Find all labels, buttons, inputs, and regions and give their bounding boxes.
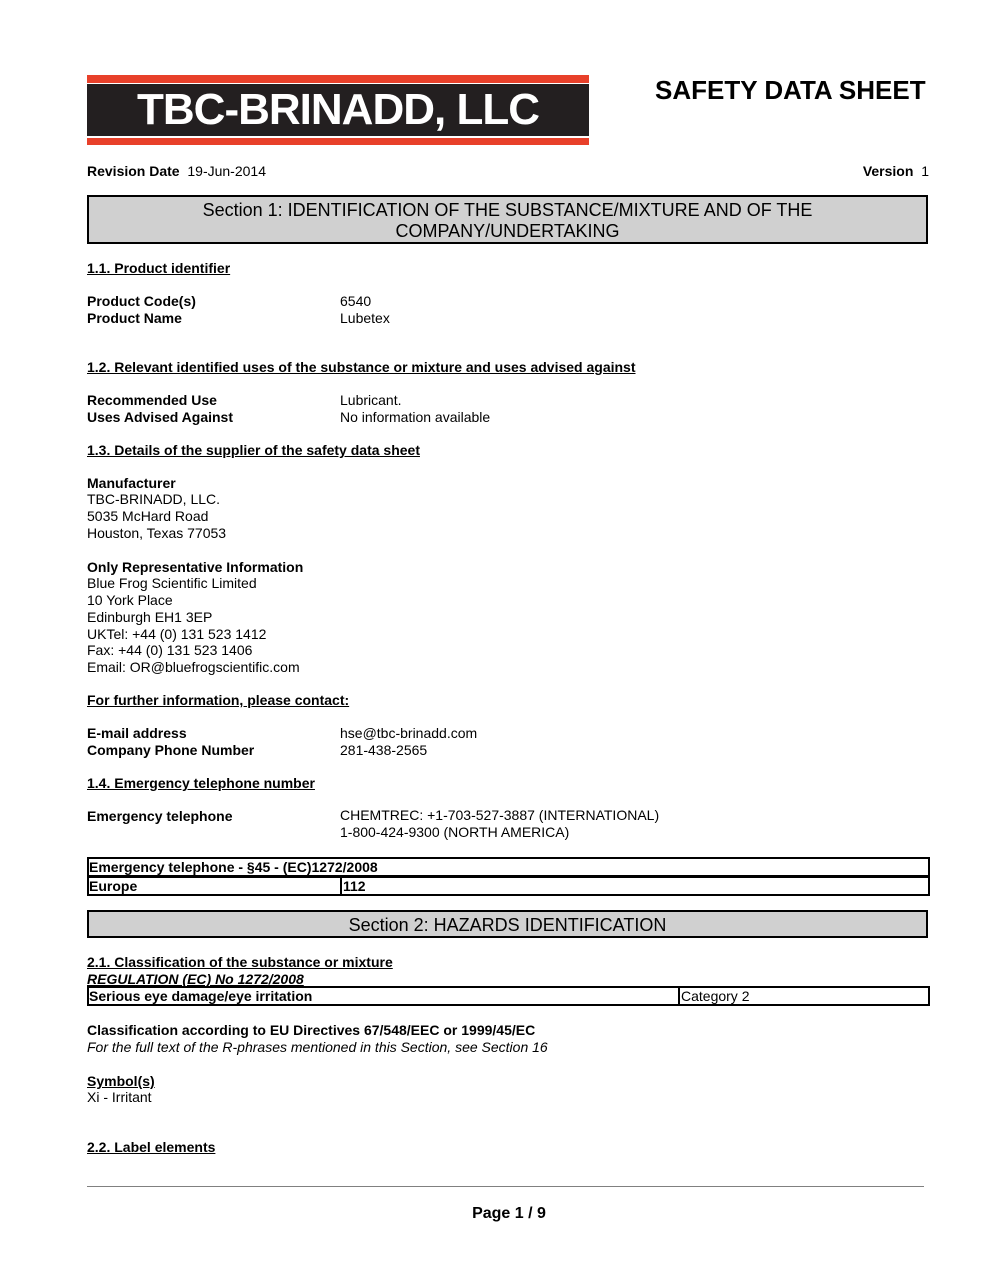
emergency-table-row: [87, 876, 930, 896]
only-rep-line: UKTel: +44 (0) 131 523 1412: [87, 626, 267, 642]
page-number: Page 1 / 9: [472, 1205, 546, 1222]
recommended-use-label: Recommended Use: [87, 392, 217, 408]
eu-directives-heading: Classification according to EU Directives 67/548/EEC or 1999/45/EC: [87, 1022, 536, 1038]
only-rep-line: 10 York Place: [87, 592, 173, 608]
emergency-table-region: Europe: [89, 878, 138, 894]
heading-1-1: 1.1. Product identifier: [87, 260, 231, 276]
version: [863, 163, 929, 179]
product-code-label: Product Code(s): [87, 293, 196, 309]
recommended-use-value: Lubricant.: [340, 392, 402, 408]
heading-2-1: 2.1. Classification of the substance or mixture: [87, 954, 393, 970]
hazard-class-name: Serious eye damage/eye irritation: [89, 988, 313, 1004]
section1-title-line1: Section 1: IDENTIFICATION OF THE SUBSTANCE/MIXTURE AND OF THE: [202, 200, 813, 220]
emergency-telephone-value-1: CHEMTREC: +1-703-527-3887 (INTERNATIONAL): [340, 807, 660, 823]
only-rep-line: Blue Frog Scientific Limited: [87, 575, 257, 591]
emergency-table-number: 112: [343, 878, 366, 894]
symbols-value: Xi - Irritant: [87, 1089, 152, 1105]
footer-rule: [87, 1186, 924, 1187]
revision-date-value: 19-Jun-2014: [187, 163, 266, 179]
document-title: SAFETY DATA SHEET: [655, 75, 926, 105]
section1-title-line2: COMPANY/UNDERTAKING: [395, 221, 620, 241]
revision-date: [87, 163, 266, 179]
further-info-heading: For further information, please contact:: [87, 692, 350, 708]
uses-advised-against-label: Uses Advised Against: [87, 409, 234, 425]
eu-directives-note: For the full text of the R-phrases mentioned in this Section, see Section 16: [87, 1039, 548, 1055]
only-rep-line: Fax: +44 (0) 131 523 1406: [87, 642, 253, 658]
email-value: hse@tbc-brinadd.com: [340, 725, 478, 741]
hazard-category: Category 2: [681, 988, 750, 1004]
emergency-telephone-value-2: 1-800-424-9300 (NORTH AMERICA): [340, 824, 570, 840]
table-divider: [340, 878, 342, 894]
only-representative-label: Only Representative Information: [87, 559, 304, 575]
hazard-classification-row: [87, 986, 930, 1006]
manufacturer-line: TBC-BRINADD, LLC.: [87, 491, 221, 507]
only-rep-line: Edinburgh EH1 3EP: [87, 609, 213, 625]
table-divider: [678, 988, 680, 1004]
logo-text: TBC-BRINADD, LLC: [137, 85, 539, 134]
only-rep-line: Email: OR@bluefrogscientific.com: [87, 659, 300, 675]
uses-advised-against-value: No information available: [340, 409, 491, 425]
product-name-label: Product Name: [87, 310, 182, 326]
section1-header: [87, 195, 928, 244]
section2-header: [87, 910, 928, 938]
manufacturer-line: Houston, Texas 77053: [87, 525, 227, 541]
company-phone-value: 281-438-2565: [340, 742, 428, 758]
revision-date-label: Revision Date: [87, 163, 180, 179]
emergency-telephone-label: Emergency telephone: [87, 808, 233, 824]
heading-2-2: 2.2. Label elements: [87, 1139, 216, 1155]
manufacturer-label: Manufacturer: [87, 475, 176, 491]
heading-1-2: 1.2. Relevant identified uses of the substance or mixture and uses advised against: [87, 359, 636, 375]
email-label: E-mail address: [87, 725, 187, 741]
company-phone-label: Company Phone Number: [87, 742, 255, 758]
version-value: 1: [921, 163, 929, 179]
logo-bottom-stripe: [87, 138, 589, 145]
section2-title: Section 2: HAZARDS IDENTIFICATION: [348, 915, 667, 935]
emergency-table-header-text: Emergency telephone - §45 - (EC)1272/2008: [89, 859, 378, 875]
regulation-label: REGULATION (EC) No 1272/2008: [87, 971, 304, 987]
emergency-table-header: [87, 857, 930, 877]
product-code-value: 6540: [340, 293, 372, 309]
logo-top-stripe: [87, 75, 589, 83]
version-label: Version: [862, 163, 914, 179]
symbols-heading: Symbol(s): [87, 1073, 155, 1089]
heading-1-4: 1.4. Emergency telephone number: [87, 775, 315, 791]
manufacturer-line: 5035 McHard Road: [87, 508, 209, 524]
heading-1-3: 1.3. Details of the supplier of the safety data sheet: [87, 442, 420, 458]
company-logo: [87, 84, 589, 136]
product-name-value: Lubetex: [340, 310, 390, 326]
